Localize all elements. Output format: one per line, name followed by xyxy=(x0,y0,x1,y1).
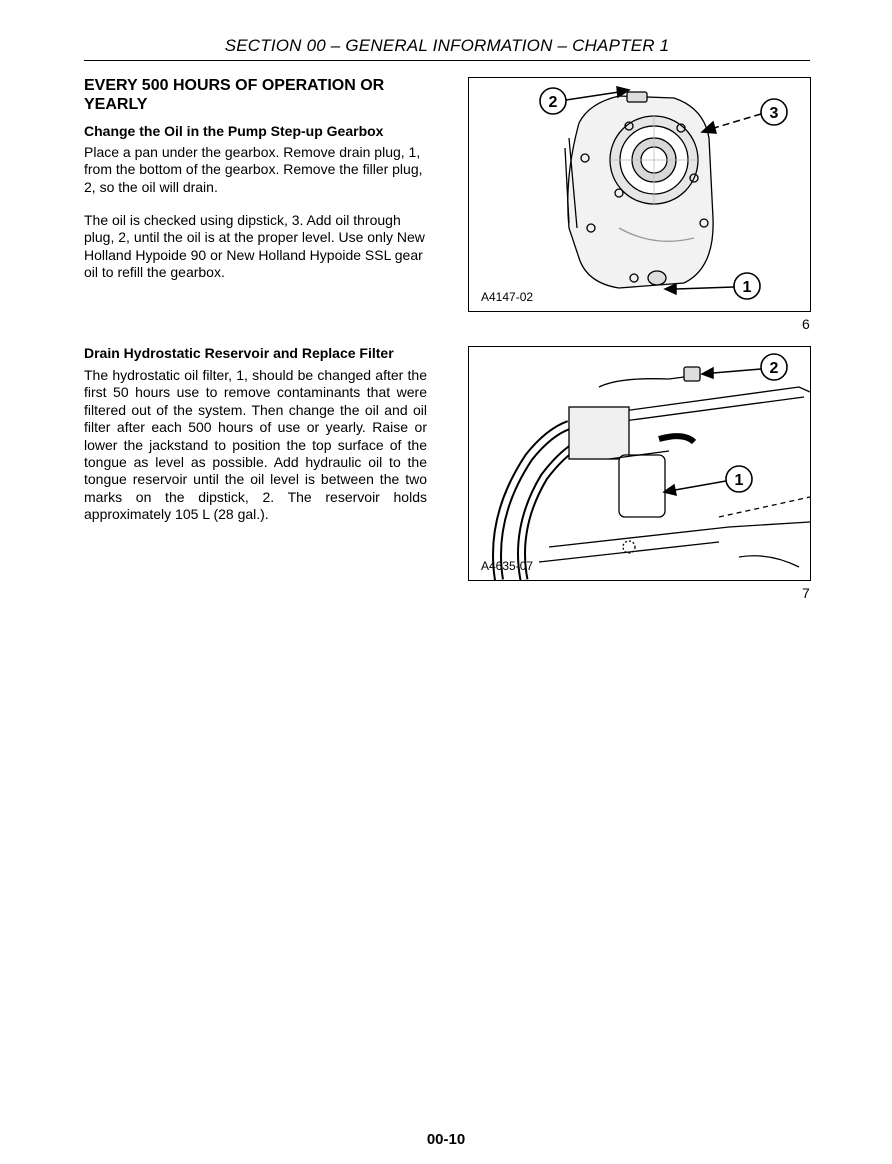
figure-code: A4635-07 xyxy=(481,559,534,573)
gearbox-illustration xyxy=(469,78,810,311)
gearbox-paragraph-2: The oil is checked using dipstick, 3. Add oil through plug, 2, until the oil is at the proper level. Use only New Holland Hypoide 90 or New Holland Hypoide SSL gear oil to refill the gearbox. xyxy=(84,212,425,281)
figure-hydro xyxy=(468,346,811,581)
callout-label: 3 xyxy=(769,105,779,122)
callout-label: 1 xyxy=(734,472,744,489)
callout-label: 2 xyxy=(548,94,558,111)
gearbox-heading: Change the Oil in the Pump Step-up Gearbox xyxy=(84,123,384,139)
callout-label: 2 xyxy=(769,360,779,377)
header-rule xyxy=(84,60,810,61)
hydro-paragraph: The hydrostatic oil filter, 1, should be changed after the first 50 hours use to remove contaminants that were filtered out of the system. Then change the oil and oil filter after each 500 hours of use or yearly. Raise or lower the jackstand to position the top surface of the tongue as level as possible. Add hydraulic oil to the tongue reservoir until the oil level is between the two marks on the dipstick, 2. The reservoir holds approximately 105 L (28 gal.). xyxy=(84,367,427,523)
page-number: 00-10 xyxy=(426,1131,466,1148)
callout-label: 1 xyxy=(742,279,752,296)
gearbox-paragraph-1: Place a pan under the gearbox. Remove drain plug, 1, from the bottom of the gearbox. Remove the filler plug, 2, so the oil will drain. xyxy=(84,144,423,195)
hydro-heading: Drain Hydrostatic Reservoir and Replace Filter xyxy=(84,345,394,361)
figure-code: A4147-02 xyxy=(481,290,534,304)
figure-gearbox xyxy=(468,77,811,312)
figure-number: 6 xyxy=(802,316,810,332)
hydro-illustration xyxy=(469,347,810,580)
figure-number: 7 xyxy=(802,585,810,601)
section-heading: EVERY 500 HOURS OF OPERATION OR YEARLY xyxy=(84,77,385,113)
page-header: SECTION 00 – GENERAL INFORMATION – CHAPTER 1 xyxy=(224,36,670,55)
